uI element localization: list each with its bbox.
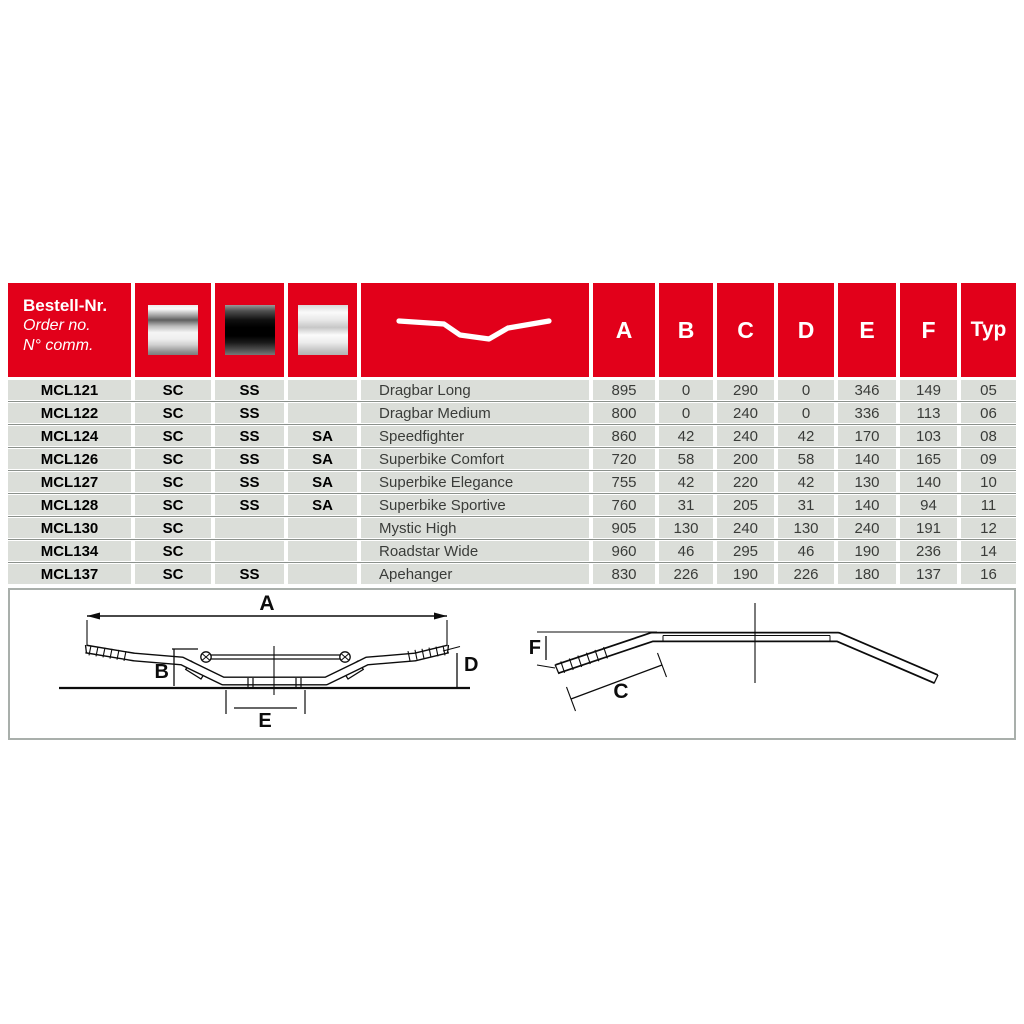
finish-sc-cell: SC — [135, 495, 211, 515]
finish-sa-cell: SA — [288, 426, 357, 446]
dim-c-cell: 205 — [717, 495, 774, 515]
dim-f-cell: 149 — [900, 380, 957, 400]
dim-e-cell: 140 — [838, 495, 896, 515]
dim-b-cell: 0 — [659, 403, 713, 423]
dim-d-cell: 0 — [778, 403, 834, 423]
order-no-cell: MCL128 — [8, 495, 131, 515]
dim-e-cell: 346 — [838, 380, 896, 400]
dim-a-cell: 905 — [593, 518, 655, 538]
dim-label-f: F — [528, 637, 541, 659]
dim-f-cell: 191 — [900, 518, 957, 538]
order-no-cell: MCL130 — [8, 518, 131, 538]
handlebar-top-view-drawing — [505, 590, 1015, 738]
dim-e-cell: 240 — [838, 518, 896, 538]
dim-e-cell: 140 — [838, 449, 896, 469]
typ-cell: 11 — [961, 495, 1016, 515]
dim-label-d: D — [464, 654, 479, 676]
finish-sa-cell — [288, 380, 357, 400]
dim-c-cell: 295 — [717, 541, 774, 561]
order-no-cell: MCL137 — [8, 564, 131, 584]
order-no-cell: MCL121 — [8, 380, 131, 400]
dim-e-cell: 170 — [838, 426, 896, 446]
typ-cell: 14 — [961, 541, 1016, 561]
model-name-cell: Roadstar Wide — [361, 541, 589, 561]
dim-f-cell: 236 — [900, 541, 957, 561]
dim-label-b: B — [154, 661, 169, 683]
chrome-finish-swatch-icon — [148, 305, 198, 355]
header-dim-typ: Typ — [961, 283, 1016, 377]
dim-f-cell: 113 — [900, 403, 957, 423]
dim-b-cell: 46 — [659, 541, 713, 561]
finish-ss-cell: SS — [215, 403, 284, 423]
dim-f-cell: 140 — [900, 472, 957, 492]
header-dim-f: F — [900, 283, 957, 377]
finish-sa-cell: SA — [288, 495, 357, 515]
header-model — [361, 283, 589, 377]
dim-d-cell: 42 — [778, 426, 834, 446]
finish-sa-cell — [288, 518, 357, 538]
finish-ss-cell — [215, 541, 284, 561]
dim-b-cell: 130 — [659, 518, 713, 538]
dim-e-cell: 180 — [838, 564, 896, 584]
model-name-cell: Dragbar Long — [361, 380, 589, 400]
finish-ss-cell — [215, 518, 284, 538]
dim-b-cell: 42 — [659, 472, 713, 492]
dim-c-cell: 240 — [717, 403, 774, 423]
finish-ss-cell: SS — [215, 449, 284, 469]
order-no-cell: MCL127 — [8, 472, 131, 492]
dim-d-cell: 46 — [778, 541, 834, 561]
finish-ss-cell: SS — [215, 472, 284, 492]
dim-d-cell: 0 — [778, 380, 834, 400]
finish-ss-cell: SS — [215, 426, 284, 446]
header-finish-silver — [288, 283, 357, 377]
typ-cell: 05 — [961, 380, 1016, 400]
dim-e-cell: 130 — [838, 472, 896, 492]
dim-b-cell: 226 — [659, 564, 713, 584]
finish-sc-cell: SC — [135, 472, 211, 492]
dim-a-cell: 720 — [593, 449, 655, 469]
dim-a-cell: 895 — [593, 380, 655, 400]
table-row — [8, 472, 1016, 492]
finish-sa-cell: SA — [288, 472, 357, 492]
model-name-cell: Superbike Comfort — [361, 449, 589, 469]
finish-sc-cell: SC — [135, 426, 211, 446]
dim-c-cell: 220 — [717, 472, 774, 492]
dim-f-cell: 103 — [900, 426, 957, 446]
dim-d-cell: 58 — [778, 449, 834, 469]
dim-a-cell: 830 — [593, 564, 655, 584]
header-dim-a: A — [593, 283, 655, 377]
header-finish-chrome — [135, 283, 211, 377]
dim-f-cell: 165 — [900, 449, 957, 469]
model-name-cell: Apehanger — [361, 564, 589, 584]
finish-sc-cell: SC — [135, 403, 211, 423]
dim-d-cell: 31 — [778, 495, 834, 515]
order-number-label-en: Order no. — [23, 317, 91, 334]
typ-cell: 10 — [961, 472, 1016, 492]
table-row — [8, 541, 1016, 561]
dim-a-cell: 760 — [593, 495, 655, 515]
model-name-cell: Dragbar Medium — [361, 403, 589, 423]
table-row — [8, 380, 1016, 400]
finish-ss-cell: SS — [215, 564, 284, 584]
table-row — [8, 564, 1016, 584]
typ-cell: 12 — [961, 518, 1016, 538]
order-no-cell: MCL122 — [8, 403, 131, 423]
dim-a-cell: 960 — [593, 541, 655, 561]
typ-cell: 09 — [961, 449, 1016, 469]
dim-c-cell: 200 — [717, 449, 774, 469]
dim-f-cell: 94 — [900, 495, 957, 515]
dim-c-cell: 240 — [717, 426, 774, 446]
black-finish-swatch-icon — [225, 305, 275, 355]
finish-ss-cell: SS — [215, 380, 284, 400]
dim-b-cell: 0 — [659, 380, 713, 400]
header-dim-c: C — [717, 283, 774, 377]
dim-c-cell: 190 — [717, 564, 774, 584]
dim-e-cell: 336 — [838, 403, 896, 423]
typ-cell: 16 — [961, 564, 1016, 584]
header-dim-b: B — [659, 283, 713, 377]
dim-d-cell: 226 — [778, 564, 834, 584]
silver-finish-swatch-icon — [298, 305, 348, 355]
order-number-label-fr: N° comm. — [23, 337, 94, 354]
header-order-number — [8, 283, 131, 377]
model-name-cell: Superbike Sportive — [361, 495, 589, 515]
typ-cell: 08 — [961, 426, 1016, 446]
dim-label-e: E — [258, 710, 272, 732]
table-row — [8, 449, 1016, 469]
dim-b-cell: 58 — [659, 449, 713, 469]
finish-sc-cell: SC — [135, 518, 211, 538]
table-body — [8, 380, 1016, 584]
model-name-cell: Speedfighter — [361, 426, 589, 446]
model-name-cell: Mystic High — [361, 518, 589, 538]
table-row — [8, 403, 1016, 423]
finish-sa-cell: SA — [288, 449, 357, 469]
typ-cell: 06 — [961, 403, 1016, 423]
finish-sc-cell: SC — [135, 380, 211, 400]
handlebar-front-view-drawing — [12, 590, 492, 738]
dimension-diagram-panel — [8, 588, 1016, 740]
handlebar-icon — [395, 314, 555, 346]
dim-b-cell: 42 — [659, 426, 713, 446]
finish-sc-cell: SC — [135, 564, 211, 584]
table-header — [8, 283, 1016, 377]
table-row — [8, 495, 1016, 515]
dim-a-cell: 800 — [593, 403, 655, 423]
finish-ss-cell: SS — [215, 495, 284, 515]
dim-e-cell: 190 — [838, 541, 896, 561]
finish-sa-cell — [288, 403, 357, 423]
dim-d-cell: 42 — [778, 472, 834, 492]
table-row — [8, 426, 1016, 446]
table-row — [8, 518, 1016, 538]
order-no-cell: MCL126 — [8, 449, 131, 469]
dim-c-cell: 290 — [717, 380, 774, 400]
dim-a-cell: 755 — [593, 472, 655, 492]
header-finish-black — [215, 283, 284, 377]
order-number-label-de: Bestell-Nr. — [23, 296, 108, 315]
finish-sa-cell — [288, 541, 357, 561]
header-dim-e: E — [838, 283, 896, 377]
dim-d-cell: 130 — [778, 518, 834, 538]
dim-label-a: A — [259, 592, 275, 615]
dim-label-c: C — [613, 680, 629, 703]
model-name-cell: Superbike Elegance — [361, 472, 589, 492]
finish-sc-cell: SC — [135, 449, 211, 469]
order-no-cell: MCL134 — [8, 541, 131, 561]
dim-f-cell: 137 — [900, 564, 957, 584]
finish-sc-cell: SC — [135, 541, 211, 561]
dim-a-cell: 860 — [593, 426, 655, 446]
dim-c-cell: 240 — [717, 518, 774, 538]
header-dim-d: D — [778, 283, 834, 377]
dim-b-cell: 31 — [659, 495, 713, 515]
finish-sa-cell — [288, 564, 357, 584]
order-no-cell: MCL124 — [8, 426, 131, 446]
